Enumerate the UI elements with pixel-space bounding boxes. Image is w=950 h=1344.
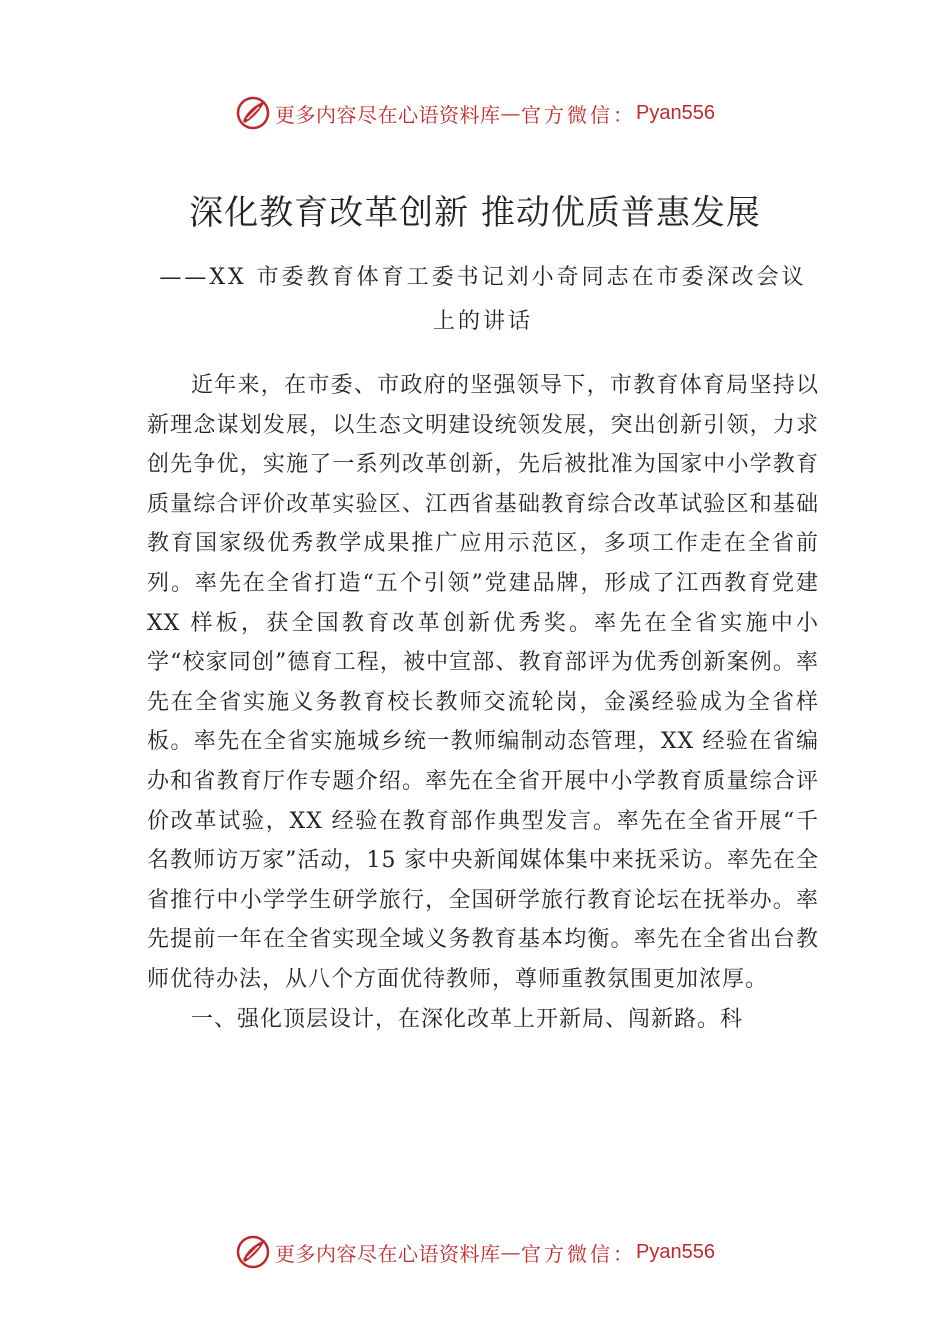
header-banner <box>0 93 950 133</box>
banner-separator: — <box>500 101 522 125</box>
document-title: 深化教育改革创新 推动优质普惠发展 <box>189 193 761 233</box>
banner-official-label: 官方微信： <box>521 1241 637 1266</box>
banner-wechat-id: Pyan556 <box>636 1240 715 1263</box>
pen-logo-icon <box>235 95 271 131</box>
banner-official-label: 官方微信： <box>521 102 637 127</box>
paragraph: 一、强化顶层设计，在深化改革上开新局、闯新路。科 <box>191 1006 744 1032</box>
banner-separator: — <box>500 1240 522 1264</box>
banner-text: 更多内容尽在心语资料库 <box>275 102 501 127</box>
pen-logo-icon <box>235 1234 271 1270</box>
document-subtitle: ——XX 市委教育体育工委书记刘小奇同志在市委深改会议上的讲话 <box>159 265 807 334</box>
footer-banner <box>0 1232 950 1272</box>
banner-text: 更多内容尽在心语资料库 <box>275 1241 501 1266</box>
document-body <box>147 366 819 1039</box>
paragraph: 近年来，在市委、市政府的坚强领导下，市教育体育局坚持以新理念谋划发展，以生态文明建设统领发展，突出创新引领，力求创先争优，实施了一系列改革创新，先后被批准为国家中小学教育质量综合评价改革实验区、江西省基础教育综合改革试验区和基础教育国家级优秀教学成果推广应用示范区，多项工作走在全省前列。率先在全省打造“五个引领”党建品牌，形成了江西教育党建 XX 样板，获全国教育改革创新优秀奖。率先在全省实施中小学“校家同创”德育工程，被中宣部、教育部评为优秀创新案例。率先在全省实施义务教育校长教师交流轮岗，金溪经验成为全省样板。率先在全省实施城乡统一教师编制动态管理，XX 经验在省编办和省教育厅作专题介绍。率先在全省开展中小学教育质量综合评价改革试验，XX 经验在教育部作典型发言。率先在全省开展“千名教师访万家”活动，15 家中央新闻媒体集中来抚采访。率先在全省推行中小学学生研学旅行，全国研学旅行教育论坛在抚举办。率先提前一年在全省实现全域义务教育基本均衡。率先在全省出台教师优待办法，从八个方面优待教师，尊师重教氛围更加浓厚。 <box>147 373 819 992</box>
banner-wechat-id: Pyan556 <box>636 101 715 124</box>
